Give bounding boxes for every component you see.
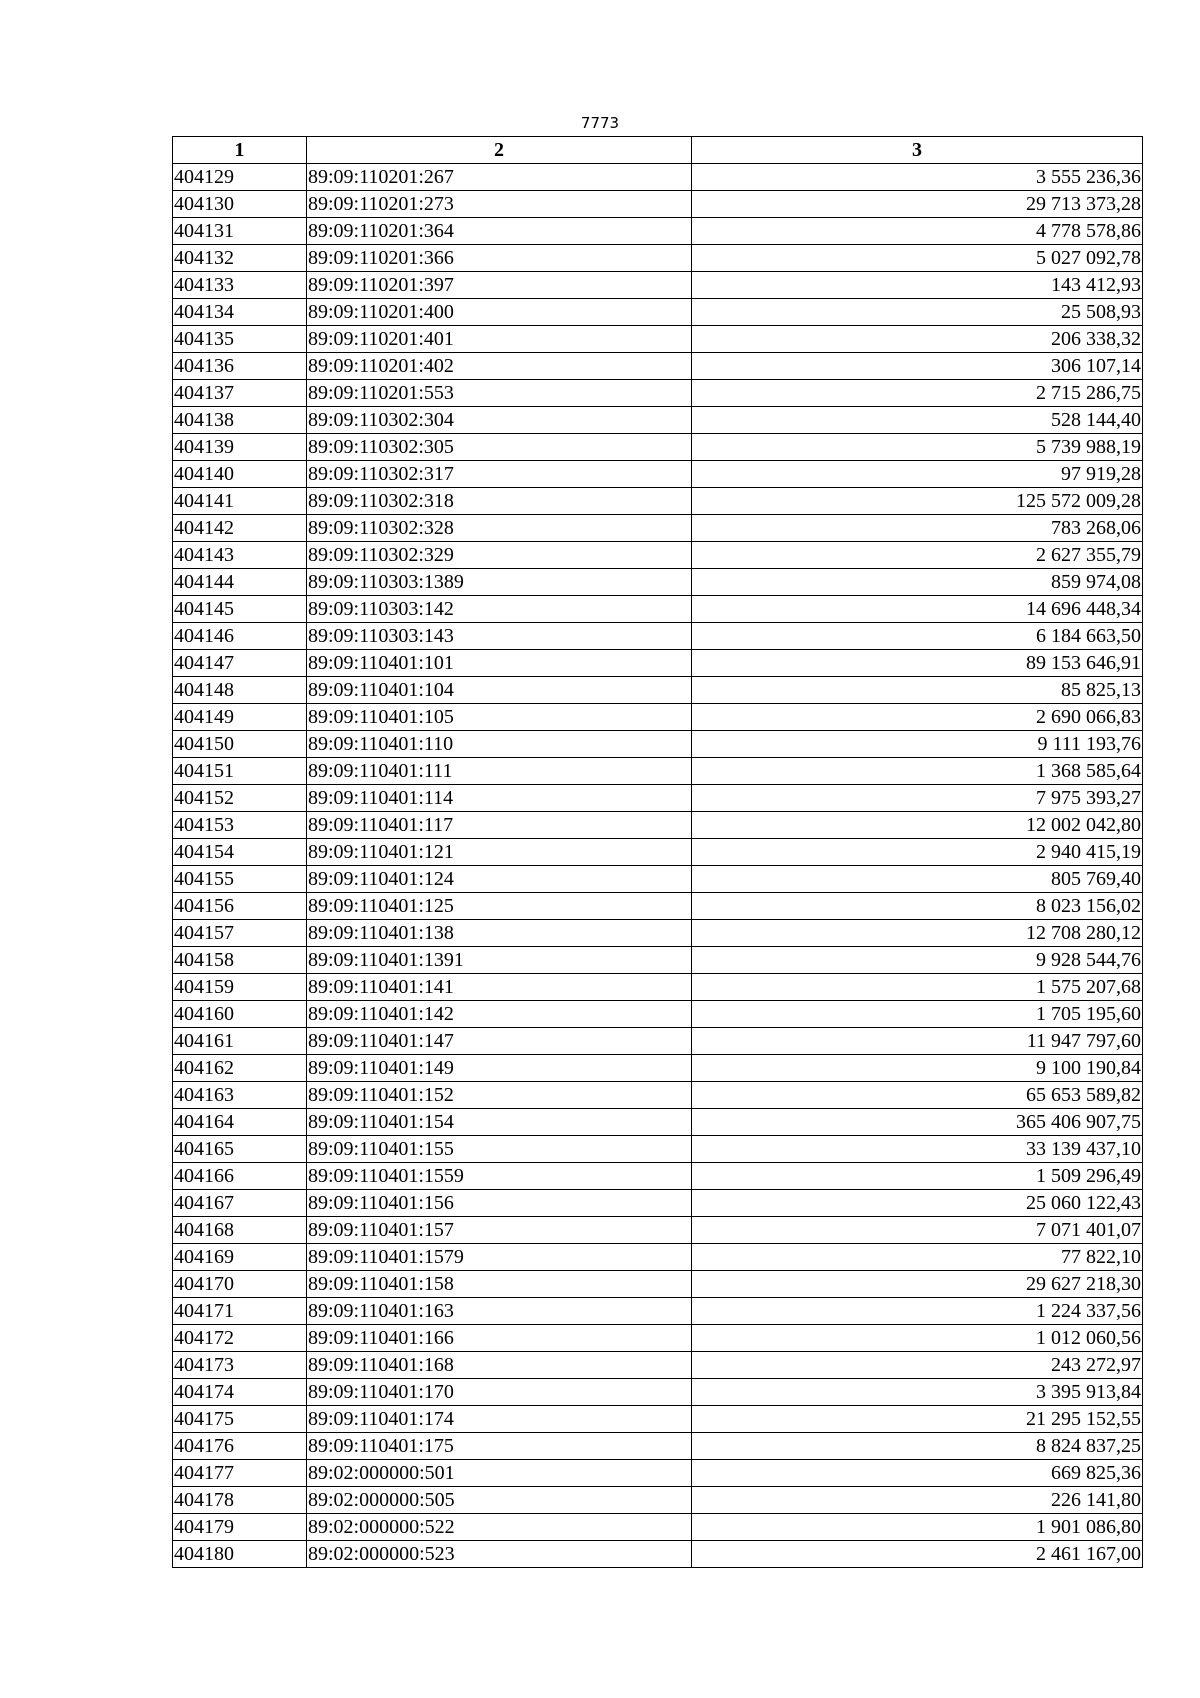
cadastral-number-cell: 89:09:110201:364 [307,218,692,245]
cadastral-number-cell: 89:09:110303:1389 [307,569,692,596]
table-row [173,866,1143,893]
cadastral-number-cell: 89:09:110401:101 [307,650,692,677]
cadastral-number-cell: 89:09:110201:273 [307,191,692,218]
cadastral-number-cell: 89:09:110201:400 [307,299,692,326]
row-number-cell: 404180 [173,1541,307,1568]
row-number-cell: 404138 [173,407,307,434]
table-row [173,1055,1143,1082]
row-number-cell: 404132 [173,245,307,272]
value-cell: 9 111 193,76 [692,731,1143,758]
cadastral-number-cell: 89:09:110401:121 [307,839,692,866]
row-number-cell: 404134 [173,299,307,326]
cadastral-number-cell: 89:02:000000:523 [307,1541,692,1568]
table-row [173,353,1143,380]
row-number-cell: 404162 [173,1055,307,1082]
value-cell: 7 975 393,27 [692,785,1143,812]
cadastral-number-cell: 89:09:110401:174 [307,1406,692,1433]
cadastral-number-cell: 89:09:110302:329 [307,542,692,569]
row-number-cell: 404171 [173,1298,307,1325]
row-number-cell: 404160 [173,1001,307,1028]
table-row [173,1001,1143,1028]
row-number-cell: 404177 [173,1460,307,1487]
value-cell: 2 940 415,19 [692,839,1143,866]
cadastral-number-cell: 89:09:110201:397 [307,272,692,299]
row-number-cell: 404178 [173,1487,307,1514]
cadastral-number-cell: 89:02:000000:501 [307,1460,692,1487]
value-cell: 65 653 589,82 [692,1082,1143,1109]
table-row [173,164,1143,191]
value-cell: 33 139 437,10 [692,1136,1143,1163]
row-number-cell: 404141 [173,488,307,515]
table-row [173,812,1143,839]
value-cell: 2 715 286,75 [692,380,1143,407]
table-row [173,623,1143,650]
cadastral-number-cell: 89:02:000000:505 [307,1487,692,1514]
cadastral-number-cell: 89:09:110401:117 [307,812,692,839]
table-row [173,758,1143,785]
row-number-cell: 404137 [173,380,307,407]
table-row [173,434,1143,461]
value-cell: 226 141,80 [692,1487,1143,1514]
value-cell: 1 368 585,64 [692,758,1143,785]
row-number-cell: 404154 [173,839,307,866]
row-number-cell: 404168 [173,1217,307,1244]
value-cell: 77 822,10 [692,1244,1143,1271]
row-number-cell: 404130 [173,191,307,218]
row-number-cell: 404169 [173,1244,307,1271]
row-number-cell: 404135 [173,326,307,353]
cadastral-number-cell: 89:09:110401:168 [307,1352,692,1379]
value-cell: 206 338,32 [692,326,1143,353]
table-row [173,1487,1143,1514]
cadastral-number-cell: 89:09:110401:157 [307,1217,692,1244]
row-number-cell: 404174 [173,1379,307,1406]
cadastral-number-cell: 89:09:110302:305 [307,434,692,461]
value-cell: 243 272,97 [692,1352,1143,1379]
value-cell: 143 412,93 [692,272,1143,299]
table-row [173,1136,1143,1163]
value-cell: 14 696 448,34 [692,596,1143,623]
row-number-cell: 404164 [173,1109,307,1136]
table-row [173,920,1143,947]
table-header-row [173,137,1143,164]
value-cell: 8 824 837,25 [692,1433,1143,1460]
table-row [173,1217,1143,1244]
value-cell: 3 555 236,36 [692,164,1143,191]
cadastral-number-cell: 89:09:110401:155 [307,1136,692,1163]
cadastral-number-cell: 89:09:110401:138 [307,920,692,947]
cadastral-number-cell: 89:09:110401:124 [307,866,692,893]
value-cell: 85 825,13 [692,677,1143,704]
value-cell: 5 739 988,19 [692,434,1143,461]
table-row [173,488,1143,515]
row-number-cell: 404129 [173,164,307,191]
cadastral-number-cell: 89:09:110401:1391 [307,947,692,974]
row-number-cell: 404140 [173,461,307,488]
cadastral-number-cell: 89:09:110201:401 [307,326,692,353]
row-number-cell: 404148 [173,677,307,704]
value-cell: 1 901 086,80 [692,1514,1143,1541]
table-row [173,542,1143,569]
cadastral-number-cell: 89:09:110401:156 [307,1190,692,1217]
value-cell: 9 928 544,76 [692,947,1143,974]
table-row [173,191,1143,218]
cadastral-number-cell: 89:09:110201:402 [307,353,692,380]
cadastral-number-cell: 89:09:110302:328 [307,515,692,542]
table-row [173,974,1143,1001]
cadastral-number-cell: 89:09:110201:553 [307,380,692,407]
cadastral-number-cell: 89:09:110401:152 [307,1082,692,1109]
row-number-cell: 404165 [173,1136,307,1163]
row-number-cell: 404131 [173,218,307,245]
row-number-cell: 404150 [173,731,307,758]
value-cell: 1 575 207,68 [692,974,1143,1001]
table-row [173,839,1143,866]
table-row [173,1325,1143,1352]
cadastral-number-cell: 89:09:110401:175 [307,1433,692,1460]
cadastral-number-cell: 89:09:110401:1579 [307,1244,692,1271]
value-cell: 4 778 578,86 [692,218,1143,245]
value-cell: 2 627 355,79 [692,542,1143,569]
table-row [173,1460,1143,1487]
table-row [173,1352,1143,1379]
cadastral-number-cell: 89:09:110401:110 [307,731,692,758]
cadastral-number-cell: 89:09:110401:170 [307,1379,692,1406]
cadastral-number-cell: 89:09:110401:158 [307,1271,692,1298]
table-row [173,1109,1143,1136]
table-row [173,245,1143,272]
cadastral-number-cell: 89:09:110401:125 [307,893,692,920]
cadastral-number-cell: 89:09:110401:1559 [307,1163,692,1190]
column-header-2: 2 [307,137,692,164]
row-number-cell: 404172 [173,1325,307,1352]
row-number-cell: 404152 [173,785,307,812]
table-row [173,272,1143,299]
value-cell: 1 509 296,49 [692,1163,1143,1190]
table-row [173,461,1143,488]
cadastral-number-cell: 89:09:110302:318 [307,488,692,515]
value-cell: 669 825,36 [692,1460,1143,1487]
cadastral-number-cell: 89:09:110401:154 [307,1109,692,1136]
cadastral-number-cell: 89:09:110303:142 [307,596,692,623]
value-cell: 25 508,93 [692,299,1143,326]
table-row [173,380,1143,407]
value-cell: 5 027 092,78 [692,245,1143,272]
value-cell: 1 705 195,60 [692,1001,1143,1028]
column-header-1: 1 [173,137,307,164]
table-row [173,947,1143,974]
table-row [173,218,1143,245]
value-cell: 89 153 646,91 [692,650,1143,677]
table-row [173,1271,1143,1298]
column-header-3: 3 [692,137,1143,164]
value-cell: 365 406 907,75 [692,1109,1143,1136]
table-row [173,1190,1143,1217]
value-cell: 306 107,14 [692,353,1143,380]
row-number-cell: 404159 [173,974,307,1001]
cadastral-number-cell: 89:09:110401:141 [307,974,692,1001]
table-row [173,1163,1143,1190]
value-cell: 2 461 167,00 [692,1541,1143,1568]
cadastral-number-cell: 89:09:110201:267 [307,164,692,191]
table-row [173,677,1143,704]
row-number-cell: 404146 [173,623,307,650]
cadastral-number-cell: 89:09:110401:147 [307,1028,692,1055]
table-row [173,785,1143,812]
table-row [173,1514,1143,1541]
table-row [173,1541,1143,1568]
value-cell: 6 184 663,50 [692,623,1143,650]
cadastral-number-cell: 89:09:110401:105 [307,704,692,731]
table-row [173,1433,1143,1460]
cadastral-number-cell: 89:09:110401:111 [307,758,692,785]
row-number-cell: 404155 [173,866,307,893]
cadastral-number-cell: 89:02:000000:522 [307,1514,692,1541]
row-number-cell: 404133 [173,272,307,299]
value-cell: 528 144,40 [692,407,1143,434]
row-number-cell: 404175 [173,1406,307,1433]
row-number-cell: 404145 [173,596,307,623]
table-row [173,1082,1143,1109]
row-number-cell: 404173 [173,1352,307,1379]
row-number-cell: 404143 [173,542,307,569]
row-number-cell: 404176 [173,1433,307,1460]
table-row [173,299,1143,326]
row-number-cell: 404147 [173,650,307,677]
value-cell: 3 395 913,84 [692,1379,1143,1406]
cadastral-number-cell: 89:09:110201:366 [307,245,692,272]
value-cell: 21 295 152,55 [692,1406,1143,1433]
cadastral-number-cell: 89:09:110401:166 [307,1325,692,1352]
table-row [173,704,1143,731]
cadastral-number-cell: 89:09:110302:304 [307,407,692,434]
row-number-cell: 404142 [173,515,307,542]
cadastral-number-cell: 89:09:110302:317 [307,461,692,488]
row-number-cell: 404179 [173,1514,307,1541]
row-number-cell: 404157 [173,920,307,947]
value-cell: 7 071 401,07 [692,1217,1143,1244]
cadastral-number-cell: 89:09:110401:104 [307,677,692,704]
row-number-cell: 404153 [173,812,307,839]
row-number-cell: 404158 [173,947,307,974]
row-number-cell: 404167 [173,1190,307,1217]
cadastral-number-cell: 89:09:110303:143 [307,623,692,650]
table-body [173,164,1143,1568]
table-row [173,407,1143,434]
row-number-cell: 404166 [173,1163,307,1190]
table-row [173,1244,1143,1271]
cadastral-number-cell: 89:09:110401:149 [307,1055,692,1082]
value-cell: 2 690 066,83 [692,704,1143,731]
table-row [173,1406,1143,1433]
page-number: 7773 [580,114,620,132]
table-row [173,650,1143,677]
table-row [173,893,1143,920]
value-cell: 12 708 280,12 [692,920,1143,947]
value-cell: 97 919,28 [692,461,1143,488]
table-row [173,731,1143,758]
value-cell: 29 627 218,30 [692,1271,1143,1298]
table-row [173,1298,1143,1325]
table-row [173,1028,1143,1055]
value-cell: 1 012 060,56 [692,1325,1143,1352]
data-table [172,136,1143,1568]
row-number-cell: 404161 [173,1028,307,1055]
row-number-cell: 404139 [173,434,307,461]
row-number-cell: 404136 [173,353,307,380]
row-number-cell: 404156 [173,893,307,920]
row-number-cell: 404163 [173,1082,307,1109]
cadastral-number-cell: 89:09:110401:163 [307,1298,692,1325]
table-row [173,569,1143,596]
row-number-cell: 404170 [173,1271,307,1298]
cadastral-number-cell: 89:09:110401:114 [307,785,692,812]
row-number-cell: 404144 [173,569,307,596]
value-cell: 1 224 337,56 [692,1298,1143,1325]
table-row [173,1379,1143,1406]
value-cell: 12 002 042,80 [692,812,1143,839]
value-cell: 29 713 373,28 [692,191,1143,218]
value-cell: 8 023 156,02 [692,893,1143,920]
row-number-cell: 404149 [173,704,307,731]
table-row [173,326,1143,353]
value-cell: 805 769,40 [692,866,1143,893]
value-cell: 9 100 190,84 [692,1055,1143,1082]
table-row [173,596,1143,623]
value-cell: 859 974,08 [692,569,1143,596]
value-cell: 783 268,06 [692,515,1143,542]
table-row [173,515,1143,542]
row-number-cell: 404151 [173,758,307,785]
value-cell: 125 572 009,28 [692,488,1143,515]
value-cell: 25 060 122,43 [692,1190,1143,1217]
value-cell: 11 947 797,60 [692,1028,1143,1055]
cadastral-number-cell: 89:09:110401:142 [307,1001,692,1028]
